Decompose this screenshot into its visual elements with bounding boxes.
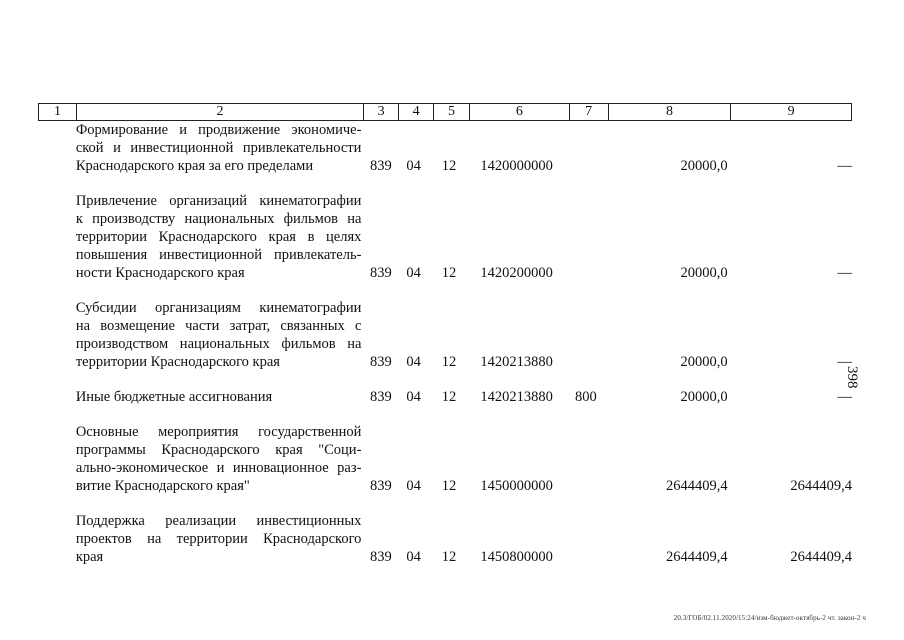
row-target-article: 1420213880 bbox=[480, 354, 553, 370]
table-body bbox=[38, 121, 852, 583]
item-name-line: на возмещение части затрат, связанных с bbox=[75, 318, 362, 334]
footer-file-stamp: 20.3/ГОБ/02.11.2020/15:24/изм-бюджет-октябрь-2 чт. закон-2 ч bbox=[673, 614, 866, 622]
header-col-9: 9 bbox=[730, 104, 851, 120]
row-subsection-code: 12 bbox=[441, 265, 457, 281]
row-ministry-code: 839 bbox=[369, 158, 392, 174]
row-amount-col-8: 20000,0 bbox=[680, 158, 728, 174]
item-name-line: повышения инвестиционной привлекатель- bbox=[75, 247, 362, 263]
row-section-code: 04 bbox=[406, 265, 421, 281]
item-name-line: Основные мероприятия государственной bbox=[75, 424, 362, 440]
header-col-8: 8 bbox=[608, 104, 731, 120]
item-name-line: программы Краснодарского края "Соци- bbox=[75, 442, 362, 458]
item-name-line: к производству национальных фильмов на bbox=[75, 211, 362, 227]
table-row bbox=[38, 388, 852, 406]
row-ministry-code: 839 bbox=[369, 389, 392, 405]
row-target-article: 1450000000 bbox=[480, 478, 553, 494]
row-section-code: 04 bbox=[406, 354, 421, 370]
row-item-name bbox=[75, 192, 362, 282]
row-amount-col-9: 2644409,4 bbox=[790, 478, 853, 494]
row-section-code: 04 bbox=[406, 478, 421, 494]
item-name-line: территории Краснодарского края в целях bbox=[75, 229, 362, 245]
row-target-article: 1450800000 bbox=[480, 549, 553, 565]
item-name-line: территории Краснодарского края bbox=[75, 354, 280, 370]
row-amount-col-8: 20000,0 bbox=[680, 389, 728, 405]
item-name-line: Формирование и продвижение экономиче- bbox=[75, 122, 362, 138]
row-ministry-code: 839 bbox=[369, 478, 392, 494]
row-item-name bbox=[75, 388, 362, 406]
row-amount-col-9: — bbox=[837, 158, 853, 174]
header-col-1: 1 bbox=[53, 104, 61, 119]
row-ministry-code: 839 bbox=[369, 265, 392, 281]
header-col-3: 3 bbox=[363, 104, 398, 120]
row-subsection-code: 12 bbox=[441, 549, 457, 565]
row-target-article: 1420213880 bbox=[480, 389, 553, 405]
item-name-line: ально-экономическое и инновационное раз- bbox=[75, 460, 362, 476]
row-item-name bbox=[75, 512, 362, 566]
item-name-line: ности Краснодарского края bbox=[75, 265, 245, 281]
item-name-line: Иные бюджетные ассигнования bbox=[75, 389, 273, 405]
table-header bbox=[38, 103, 852, 121]
table-row bbox=[38, 423, 852, 495]
item-name-line: ской и инвестиционной привлекательности bbox=[75, 140, 362, 156]
table-row bbox=[38, 192, 852, 282]
row-amount-col-9: — bbox=[837, 354, 853, 370]
item-name-line: Краснодарского края за его пределами bbox=[75, 158, 314, 174]
item-name-line: производством национальных фильмов на bbox=[75, 336, 362, 352]
row-amount-col-8: 20000,0 bbox=[680, 354, 728, 370]
table-row bbox=[38, 299, 852, 371]
row-expense-type: 800 bbox=[574, 389, 597, 405]
table-row bbox=[38, 121, 852, 175]
row-amount-col-8: 2644409,4 bbox=[666, 549, 728, 565]
row-ministry-code: 839 bbox=[369, 354, 392, 370]
item-name-line: Субсидии организациям кинематографии bbox=[75, 300, 362, 316]
item-name-line: витие Краснодарского края" bbox=[75, 478, 250, 494]
row-section-code: 04 bbox=[406, 389, 421, 405]
row-target-article: 1420200000 bbox=[480, 265, 553, 281]
item-name-line: края bbox=[75, 549, 104, 565]
table-row bbox=[38, 512, 852, 566]
row-target-article: 1420000000 bbox=[480, 158, 553, 174]
header-col-6: 6 bbox=[469, 104, 569, 120]
header-col-2: 2 bbox=[76, 104, 363, 120]
row-subsection-code: 12 bbox=[441, 158, 457, 174]
row-item-name bbox=[75, 299, 362, 371]
header-col-5: 5 bbox=[433, 104, 469, 120]
page-number: 398 bbox=[844, 366, 860, 389]
row-subsection-code: 12 bbox=[441, 354, 457, 370]
row-item-name bbox=[75, 121, 362, 175]
row-amount-col-9: 2644409,4 bbox=[790, 549, 853, 565]
row-amount-col-9: — bbox=[837, 265, 853, 281]
row-subsection-code: 12 bbox=[441, 478, 457, 494]
header-col-7: 7 bbox=[569, 104, 608, 120]
item-name-line: проектов на территории Краснодарского bbox=[75, 531, 362, 547]
row-section-code: 04 bbox=[406, 158, 421, 174]
row-item-name bbox=[75, 423, 362, 495]
item-name-line: Привлечение организаций кинематографии bbox=[75, 193, 362, 209]
item-name-line: Поддержка реализации инвестиционных bbox=[75, 513, 362, 529]
row-amount-col-8: 2644409,4 bbox=[666, 478, 728, 494]
row-ministry-code: 839 bbox=[369, 549, 392, 565]
header-col-4: 4 bbox=[398, 104, 433, 120]
row-subsection-code: 12 bbox=[441, 389, 457, 405]
row-amount-col-9: — bbox=[837, 389, 853, 405]
row-section-code: 04 bbox=[406, 549, 421, 565]
row-amount-col-8: 20000,0 bbox=[680, 265, 728, 281]
